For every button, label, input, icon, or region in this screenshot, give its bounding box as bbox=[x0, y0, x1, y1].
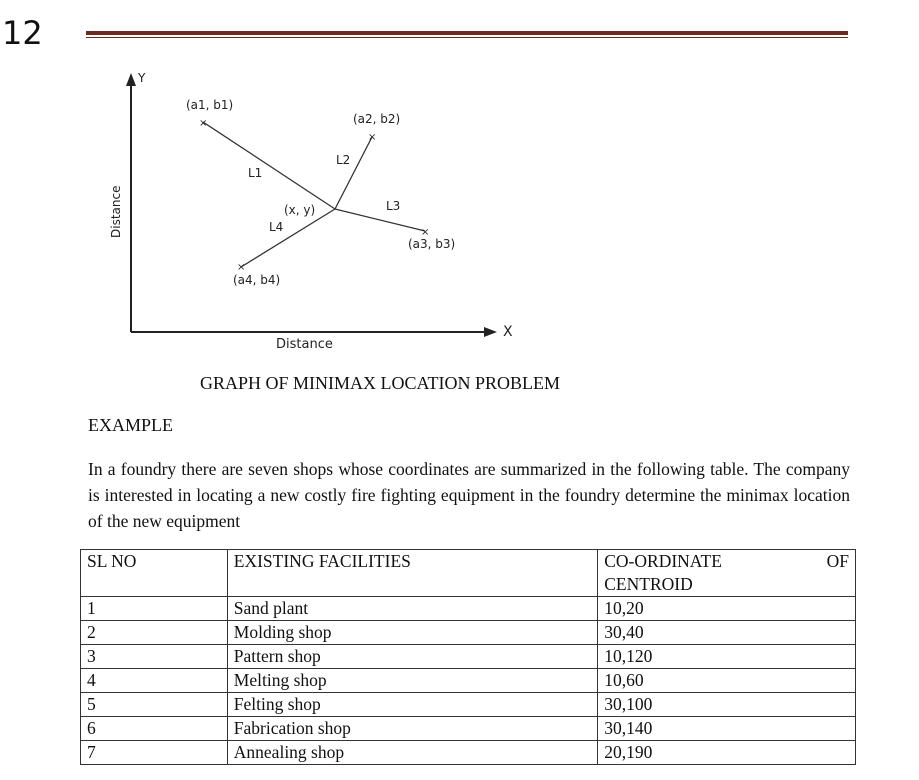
cell-coord: 30,140 bbox=[598, 717, 856, 741]
table-row bbox=[81, 669, 856, 693]
y-axis-arrow bbox=[126, 73, 136, 86]
marker-a2b2: × bbox=[368, 132, 377, 143]
y-axis-label: Distance bbox=[109, 185, 123, 238]
cell-sl: 4 bbox=[81, 669, 228, 693]
y-axis-letter: Y bbox=[138, 71, 146, 85]
label-L3: L3 bbox=[386, 199, 401, 213]
line-L3 bbox=[335, 209, 425, 231]
cell-sl: 1 bbox=[81, 597, 228, 621]
minimax-graph bbox=[100, 60, 540, 360]
header-coord-part1: CO-ORDINATE bbox=[604, 551, 722, 571]
problem-statement: In a foundry there are seven shops whose coordinates are summarized in the following table. The company is interested in locating a new costly fire fighting equipment in the foundry determine the minimax location of the new equipment bbox=[88, 459, 850, 531]
line-L1 bbox=[203, 122, 335, 209]
cell-coord: 10,60 bbox=[598, 669, 856, 693]
line-L4 bbox=[241, 209, 335, 267]
header-coord-part2: OF bbox=[826, 551, 849, 571]
cell-sl: 3 bbox=[81, 645, 228, 669]
table-row bbox=[81, 597, 856, 621]
label-a2b2: (a2, b2) bbox=[353, 112, 401, 126]
cell-facility: Sand plant bbox=[227, 597, 597, 621]
label-L1: L1 bbox=[248, 166, 263, 180]
cell-facility: Pattern shop bbox=[227, 645, 597, 669]
label-L2: L2 bbox=[336, 153, 351, 167]
cell-facility: Felting shop bbox=[227, 693, 597, 717]
header-sl-no: SL NO bbox=[81, 550, 228, 597]
cell-coord: 30,40 bbox=[598, 621, 856, 645]
cell-sl: 7 bbox=[81, 741, 228, 765]
table-row bbox=[81, 693, 856, 717]
cell-coord: 10,120 bbox=[598, 645, 856, 669]
marker-a3b3: × bbox=[421, 227, 430, 238]
header-rule bbox=[86, 31, 848, 35]
cell-coord: 30,100 bbox=[598, 693, 856, 717]
figure-caption: GRAPH OF MINIMAX LOCATION PROBLEM bbox=[200, 373, 561, 393]
x-axis-letter: X bbox=[503, 324, 513, 340]
table-row bbox=[81, 645, 856, 669]
facilities-table bbox=[80, 549, 856, 765]
cell-coord: 10,20 bbox=[598, 597, 856, 621]
marker-a1b1: × bbox=[199, 118, 208, 129]
cell-facility: Fabrication shop bbox=[227, 717, 597, 741]
line-L2 bbox=[335, 137, 372, 209]
cell-facility: Annealing shop bbox=[227, 741, 597, 765]
page-number: 12 bbox=[2, 14, 43, 52]
x-axis-label: Distance bbox=[276, 337, 333, 352]
cell-coord: 20,190 bbox=[598, 741, 856, 765]
cell-facility: Melting shop bbox=[227, 669, 597, 693]
header-rule-thin bbox=[86, 37, 848, 38]
label-a3b3: (a3, b3) bbox=[408, 237, 456, 251]
example-heading: EXAMPLE bbox=[88, 415, 173, 435]
table-row bbox=[81, 717, 856, 741]
label-xy: (x, y) bbox=[284, 203, 316, 217]
table-row bbox=[81, 741, 856, 765]
table-header-row bbox=[81, 550, 856, 597]
label-a1b1: (a1, b1) bbox=[186, 98, 234, 112]
header-coordinate bbox=[598, 550, 856, 597]
cell-sl: 2 bbox=[81, 621, 228, 645]
label-a4b4: (a4, b4) bbox=[233, 273, 281, 287]
label-L4: L4 bbox=[269, 220, 284, 234]
x-axis-arrow bbox=[484, 327, 497, 337]
cell-sl: 5 bbox=[81, 693, 228, 717]
marker-a4b4: × bbox=[237, 262, 246, 273]
header-coord-part3: CENTROID bbox=[604, 574, 693, 594]
table-row bbox=[81, 621, 856, 645]
cell-sl: 6 bbox=[81, 717, 228, 741]
cell-facility: Molding shop bbox=[227, 621, 597, 645]
header-facilities: EXISTING FACILITIES bbox=[227, 550, 597, 597]
